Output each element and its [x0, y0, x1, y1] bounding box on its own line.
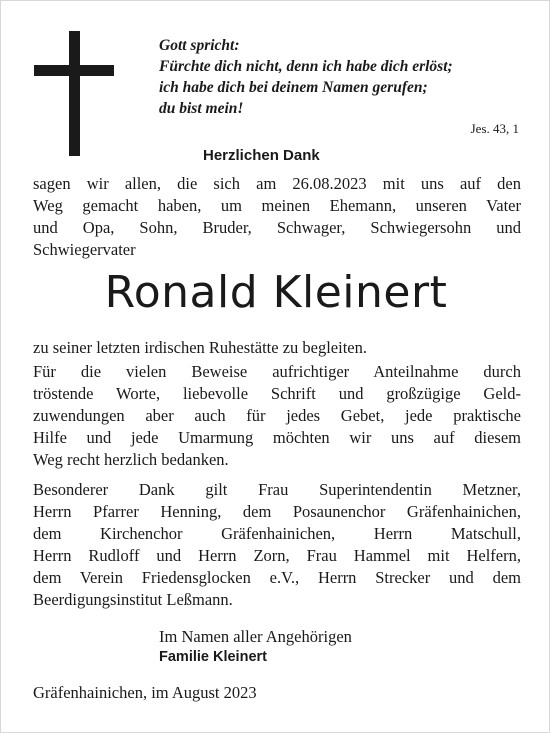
special-thanks-line: Besonderer Dank gilt Frau Superintendentin Metzner,: [33, 480, 521, 499]
verse-line: ich habe dich bei deinem Namen gerufen;: [159, 79, 428, 96]
verse-line: Fürchte dich nicht, denn ich habe dich erlöst;: [159, 58, 453, 75]
deceased-name: Ronald Kleinert: [104, 267, 448, 318]
cross-vertical-bar: [69, 31, 80, 156]
thanks-paragraph: [33, 361, 521, 471]
special-thanks-line: Beerdigungsinstitut Leßmann.: [33, 590, 233, 609]
thanks-line: tröstende Worte, liebevolle Schrift und großzügige Geld-: [33, 384, 521, 403]
cross-horizontal-bar: [34, 65, 114, 76]
intro-line: sagen wir allen, die sich am 26.08.2023 mit uns auf den: [33, 174, 521, 193]
signature-intro: Im Namen aller Angehörigen: [159, 627, 352, 646]
intro-paragraph: [33, 173, 521, 261]
thanks-line: Hilfe und jede Umarmung möchten wir uns auf diesem: [33, 428, 521, 447]
thanks-line: Für die vielen Beweise aufrichtiger Anteilnahme durch: [33, 362, 521, 381]
place-and-date: Gräfenhainichen, im August 2023: [33, 683, 257, 702]
special-thanks-paragraph: [33, 479, 521, 611]
intro-line: und Opa, Sohn, Bruder, Schwager, Schwiegersohn und: [33, 218, 521, 237]
verse-reference: Jes. 43, 1: [470, 121, 519, 136]
bible-verse: [159, 35, 529, 119]
thanks-line: zuwendungen aber auch für jedes Gebet, jede praktische: [33, 406, 521, 425]
after-name-line: zu seiner letzten irdischen Ruhestätte zu begleiten.: [33, 338, 367, 357]
thanks-line: Weg recht herzlich bedanken.: [33, 450, 229, 469]
special-thanks-line: dem Verein Friedensglocken e.V., Herrn Strecker und dem: [33, 568, 521, 587]
after-name-paragraph: [33, 337, 521, 359]
intro-line: Weg gemacht haben, um meinen Ehemann, unseren Vater: [33, 196, 521, 215]
signature-family: Familie Kleinert: [159, 649, 267, 665]
special-thanks-line: dem Kirchenchor Gräfenhainichen, Herrn Matschull,: [33, 524, 521, 543]
latin-cross-icon: [34, 31, 114, 156]
thanks-heading: Herzlichen Dank: [203, 147, 320, 164]
intro-line: Schwiegervater: [33, 240, 136, 259]
verse-line: du bist mein!: [159, 100, 244, 117]
special-thanks-line: Herrn Rudloff und Herrn Zorn, Frau Hammel mit Helfern,: [33, 546, 521, 565]
special-thanks-line: Herrn Pfarrer Henning, dem Posaunenchor Gräfenhainichen,: [33, 502, 521, 521]
verse-line: Gott spricht:: [159, 37, 240, 54]
